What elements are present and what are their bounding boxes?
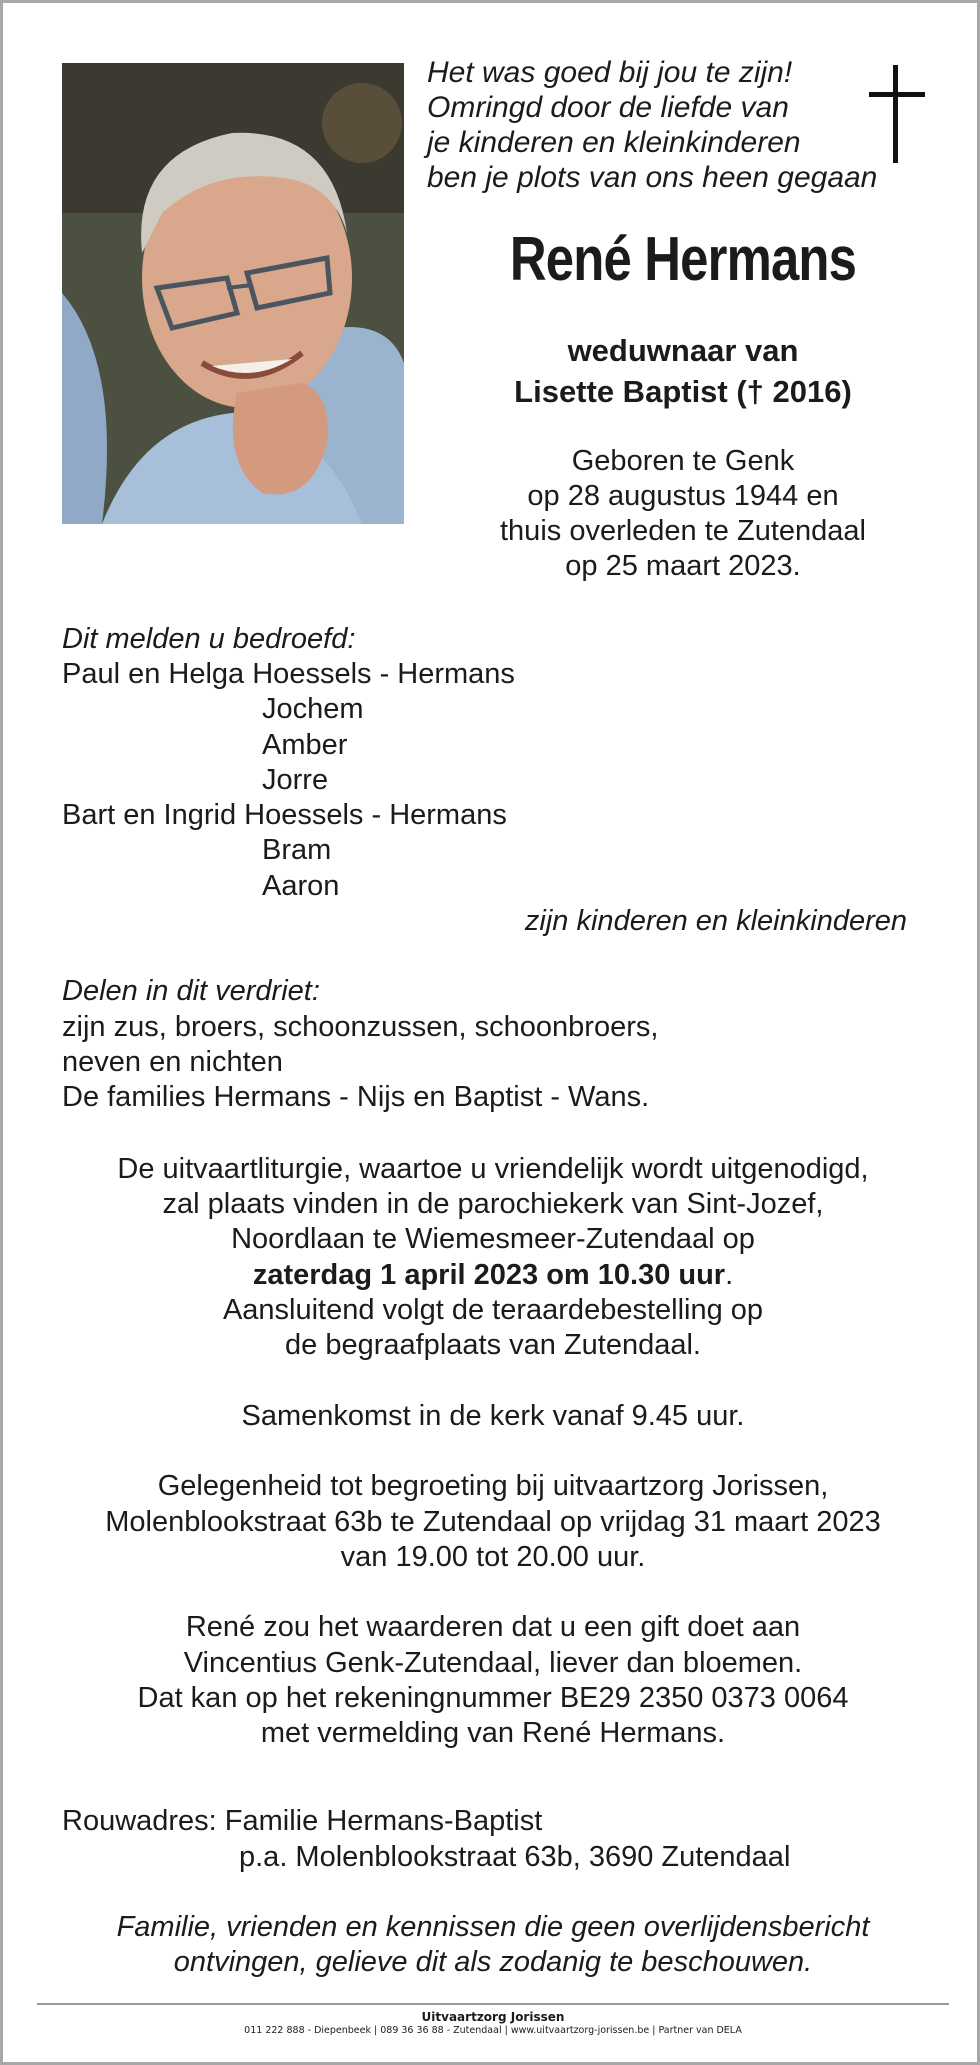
widow-line: weduwnaar van	[567, 333, 799, 368]
closing-line: Familie, vrienden en kennissen die geen overlijdensbericht	[116, 1911, 870, 1943]
grandchild: Jorre	[262, 764, 329, 796]
funeral-home-contact: 011 222 888 - Diepenbeek | 089 36 36 88 - Zutendaal | www.uitvaartzorg-jorissen.be | Partner van DELA	[244, 2025, 742, 2036]
birth-death-info	[433, 444, 933, 584]
condolence-line: van 19.00 tot 20.00 uur.	[340, 1541, 646, 1573]
liturgy-line: Aansluitend volgt de teraardebestelling op	[222, 1294, 764, 1326]
verse-line: Het was goed bij jou te zijn!	[427, 56, 793, 89]
liturgy-line: Noordlaan te Wiemesmeer-Zutendaal op	[231, 1223, 755, 1255]
relation-note: zijn kinderen en kleinkinderen	[524, 905, 907, 937]
family-line: Paul en Helga Hoessels - Hermans	[62, 658, 515, 690]
birth-line: thuis overleden te Zutendaal	[500, 515, 866, 547]
mourning-address: Rouwadres: Familie Hermans-Baptist	[62, 1805, 543, 1837]
cross-icon	[869, 65, 925, 168]
share-line: neven en nichten	[62, 1046, 283, 1078]
share-heading: Delen in dit verdriet:	[62, 975, 320, 1007]
liturgy-date-bold: zaterdag 1 april 2023 om 10.30 uur	[252, 1259, 726, 1291]
deceased-name: René Hermans	[509, 225, 857, 294]
funeral-home-name: Uitvaartzorg Jorissen	[421, 2010, 565, 2024]
closing-line: ontvingen, gelieve dit als zodanig te beschouwen.	[173, 1946, 813, 1978]
liturgy-line: zal plaats vinden in de parochiekerk van Sint-Jozef,	[162, 1188, 824, 1220]
mourning-address-line2: p.a. Molenblookstraat 63b, 3690 Zutendaal	[239, 1841, 791, 1873]
verse	[427, 55, 897, 195]
grandchild: Jochem	[262, 693, 364, 725]
gift-line: Dat kan op het rekeningnummer BE29 2350 0373 0064	[137, 1682, 849, 1714]
family-line: Bart en Ingrid Hoessels - Hermans	[62, 799, 507, 831]
verse-line: je kinderen en kleinkinderen	[427, 126, 801, 159]
liturgy-line: de begraafplaats van Zutendaal.	[285, 1329, 701, 1361]
birth-line: op 28 augustus 1944 en	[527, 480, 839, 512]
share-line: De families Hermans - Nijs en Baptist - Wans.	[62, 1081, 650, 1113]
footer-divider	[37, 2003, 949, 2005]
gathering-note: Samenkomst in de kerk vanaf 9.45 uur.	[241, 1400, 745, 1432]
share-line: zijn zus, broers, schoonzussen, schoonbroers,	[62, 1011, 659, 1043]
liturgy-date-tail: .	[725, 1259, 734, 1291]
liturgy-line: De uitvaartliturgie, waartoe u vriendelijk wordt uitgenodigd,	[117, 1153, 869, 1185]
verse-line: ben je plots van ons heen gegaan	[427, 161, 878, 194]
widow-line: Lisette Baptist († 2016)	[514, 374, 852, 409]
grandchild: Bram	[262, 834, 332, 866]
liturgy-date	[43, 1258, 943, 1293]
gift-line: Vincentius Genk-Zutendaal, liever dan bloemen.	[183, 1647, 803, 1679]
announce-heading: Dit melden u bedroefd:	[62, 623, 356, 655]
portrait-photo	[62, 63, 404, 524]
grandchild: Amber	[262, 729, 348, 761]
grandchild: Aaron	[262, 870, 340, 902]
condolence-line: Molenblookstraat 63b te Zutendaal op vrijdag 31 maart 2023	[105, 1506, 881, 1538]
birth-line: op 25 maart 2023.	[565, 550, 801, 582]
gift-line: met vermelding van René Hermans.	[260, 1717, 726, 1749]
condolence-line: Gelegenheid tot begroeting bij uitvaartzorg Jorissen,	[157, 1470, 829, 1502]
verse-line: Omringd door de liefde van	[427, 91, 789, 124]
widower-of	[433, 330, 933, 412]
gift-line: René zou het waarderen dat u een gift doet aan	[185, 1611, 801, 1643]
birth-line: Geboren te Genk	[571, 445, 795, 477]
